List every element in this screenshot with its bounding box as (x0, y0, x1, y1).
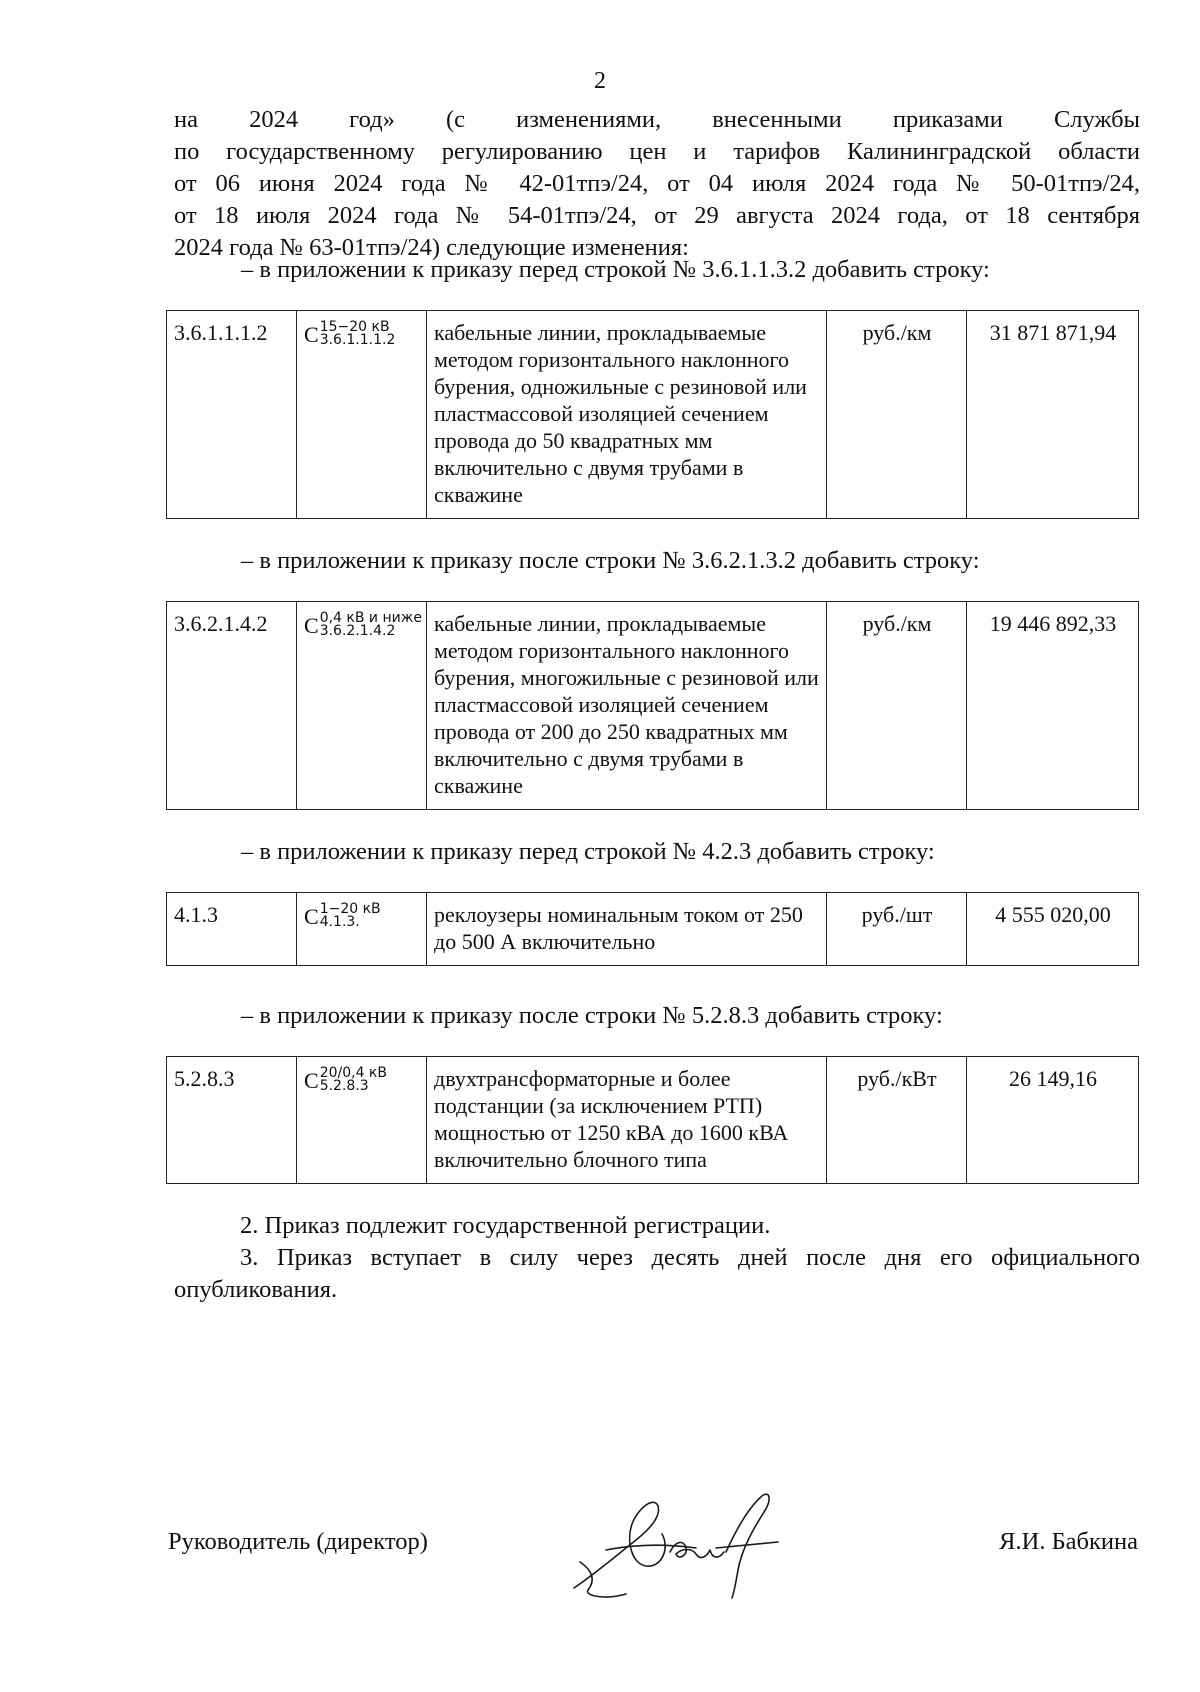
insert-table-3 (166, 892, 1139, 966)
row-description: кабельные линии, прокладываемые методом горизонтального наклонного бурения, одножильные с резиновой или пластмассовой изоляцией сечением провода до 50 квадратных мм включительно с двумя трубами в скважине (427, 311, 827, 519)
instruction-1: – в приложении к приказу перед строкой № 3.6.1.1.3.2 добавить строку: (241, 256, 990, 283)
intro-line: от 18 июля 2024 года № 54-01тпэ/24, от 29 августа 2024 года, от 18 сентября (174, 202, 1140, 229)
signatory-name: Я.И. Бабкина (999, 1528, 1138, 1555)
table-row (167, 1057, 1139, 1184)
row-price: 4 555 020,00 (967, 893, 1139, 966)
intro-line: по государственному регулированию цен и тарифов Калининградской области (174, 138, 1140, 165)
row-price: 26 149,16 (967, 1057, 1139, 1184)
final-paragraph-3: 3. Приказ вступает в силу через десять дней после дня его официального опубликования. (174, 1244, 1140, 1303)
row-unit: руб./км (827, 602, 967, 810)
symbol-sub: 3.6.2.1.4.2 (319, 623, 396, 639)
symbol-sup: 0,4 кВ и ниже (319, 610, 422, 626)
row-description: кабельные линии, прокладываемые методом горизонтального наклонного бурения, многожильные с резиновой или пластмассовой изоляцией сечением провода от 200 до 250 квадратных мм включительно с двумя трубами в скважине (427, 602, 827, 810)
signatory-title: Руководитель (директор) (168, 1528, 428, 1555)
page-number: 2 (594, 68, 606, 94)
instruction-2: – в приложении к приказу после строки № 3.6.2.1.3.2 добавить строку: (241, 547, 980, 574)
insert-table-2 (166, 601, 1139, 810)
table-row (167, 602, 1139, 810)
table-row (167, 311, 1139, 519)
intro-line: от 06 июня 2024 года № 42-01тпэ/24, от 04 июля 2024 года № 50-01тпэ/24, (174, 170, 1140, 197)
row-unit: руб./кВт (827, 1057, 967, 1184)
final-paragraph-2: 2. Приказ подлежит государственной регистрации. (240, 1212, 771, 1239)
insert-table-1 (166, 310, 1139, 519)
row-code: 4.1.3 (167, 893, 297, 966)
symbol-base: C (304, 322, 319, 347)
symbol-sup: 15−20 кВ (319, 319, 390, 335)
symbol-base: C (304, 904, 319, 929)
handwritten-signature-icon (566, 1478, 806, 1608)
row-symbol (297, 1057, 427, 1184)
row-symbol (297, 311, 427, 519)
symbol-sub: 4.1.3. (319, 914, 360, 930)
row-unit: руб./км (827, 311, 967, 519)
symbol-base: C (304, 613, 319, 638)
symbol-base: C (304, 1068, 319, 1093)
intro-paragraph (174, 104, 1140, 264)
intro-line: на 2024 год» (с изменениями, внесенными приказами Службы (174, 106, 1140, 133)
row-price: 31 871 871,94 (967, 311, 1139, 519)
intro-line: 2024 года № 63-01тпэ/24) следующие изменения: (174, 234, 689, 261)
table-row (167, 893, 1139, 966)
row-description: реклоузеры номинальным током от 250 до 500 А включительно (427, 893, 827, 966)
instruction-4: – в приложении к приказу после строки № 5.2.8.3 добавить строку: (241, 1002, 943, 1029)
symbol-sup: 1−20 кВ (319, 901, 381, 917)
row-description: двухтрансформаторные и более подстанции (за исключением РТП) мощностью от 1250 кВА до 1600 кВА включительно блочного типа (427, 1057, 827, 1184)
row-symbol (297, 602, 427, 810)
row-code: 3.6.1.1.1.2 (167, 311, 297, 519)
row-code: 3.6.2.1.4.2 (167, 602, 297, 810)
row-price: 19 446 892,33 (967, 602, 1139, 810)
row-code: 5.2.8.3 (167, 1057, 297, 1184)
row-symbol (297, 893, 427, 966)
symbol-sup: 20/0,4 кВ (319, 1065, 387, 1081)
symbol-sub: 5.2.8.3 (319, 1078, 369, 1094)
instruction-3: – в приложении к приказу перед строкой № 4.2.3 добавить строку: (241, 838, 935, 865)
row-unit: руб./шт (827, 893, 967, 966)
symbol-sub: 3.6.1.1.1.2 (319, 332, 396, 348)
insert-table-4 (166, 1056, 1139, 1184)
